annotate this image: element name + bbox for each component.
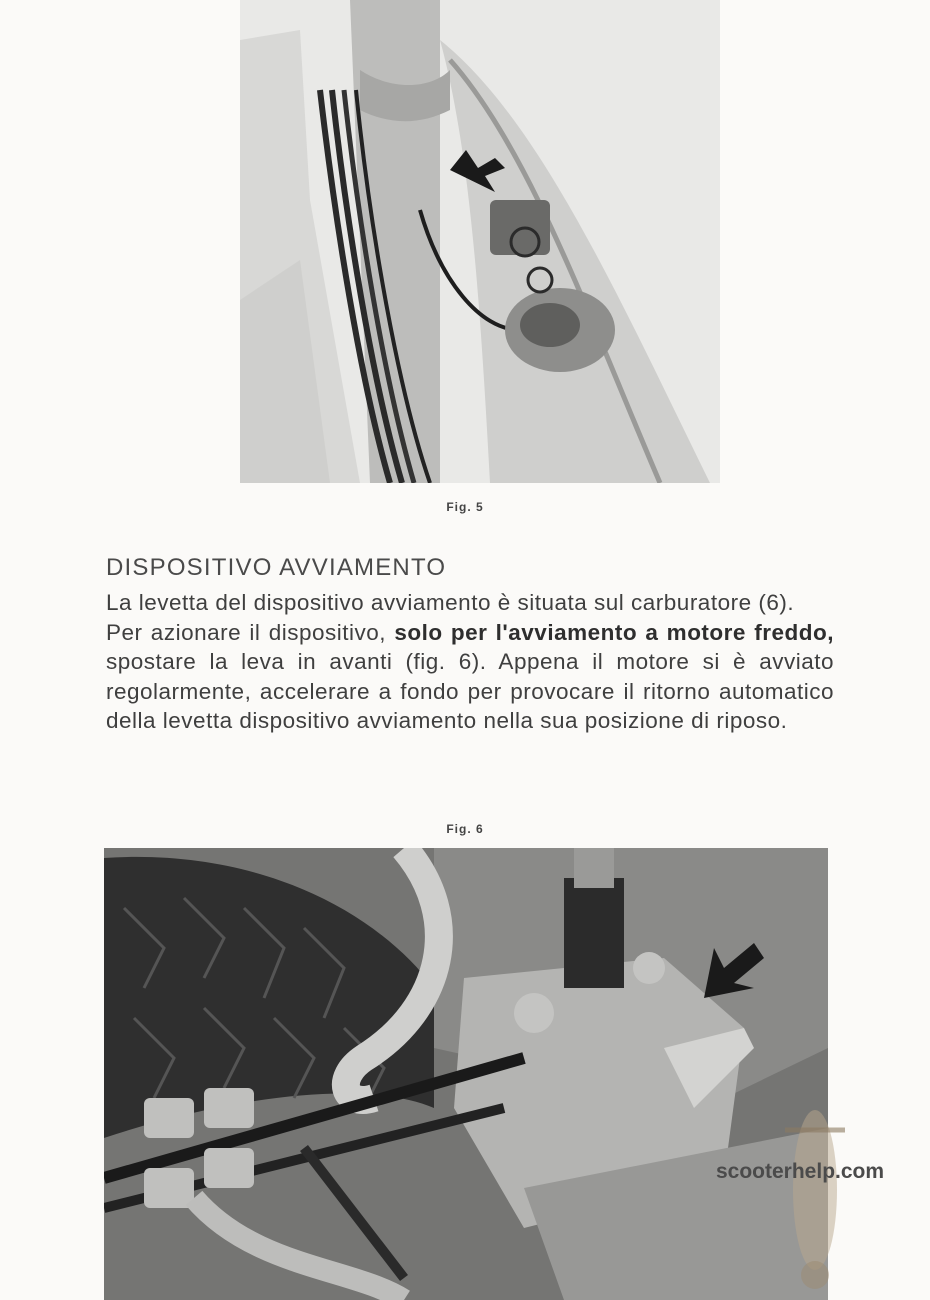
figure-5-caption: Fig. 5 xyxy=(446,500,484,514)
section-body xyxy=(106,588,834,736)
paragraph-2 xyxy=(106,618,834,736)
paragraph-1: La levetta del dispositivo avviamento è situata sul carburatore (6). xyxy=(106,590,795,615)
figure-6-caption: Fig. 6 xyxy=(446,822,484,836)
figure-6-image xyxy=(104,848,828,1300)
paragraph-2-intro: Per azionare il dispositivo, xyxy=(106,619,395,645)
watermark-text: scooterhelp.com xyxy=(716,1160,885,1183)
section-heading: DISPOSITIVO AVVIAMENTO xyxy=(106,554,447,581)
paragraph-2-rest: spostare la leva in avanti (fig. 6). Appena il motore si è avviato regolarmente, accelerare a fondo per provocare il ritorno automatico della levetta dispositivo avviamento nella sua posizione di riposo. xyxy=(106,649,834,734)
paragraph-2-bold: solo per l'avviamento a motore freddo, xyxy=(394,619,834,645)
figure-5-image xyxy=(240,0,720,483)
